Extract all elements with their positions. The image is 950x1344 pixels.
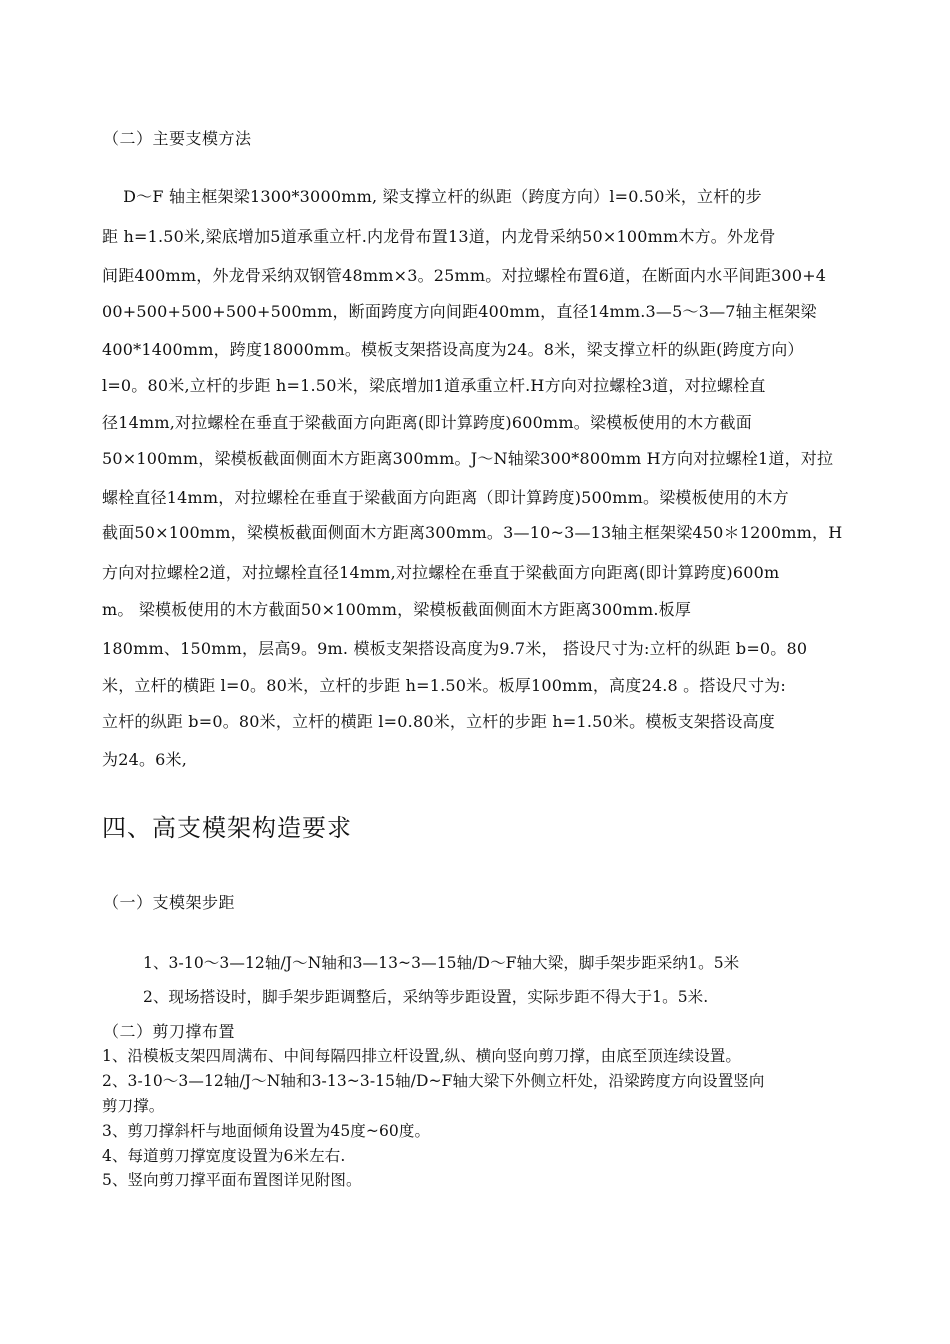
paragraph-line: l=0。80米,立杆的步距 h=1.50米，梁底增加1道承重立杆.H方向对拉螺栓3道，对拉螺栓直	[102, 376, 766, 395]
paragraph-line: 径14mm,对拉螺栓在垂直于梁截面方向距离(即计算跨度)600mm。梁模板使用的木方截面	[102, 413, 752, 432]
paragraph-line: m。 梁模板使用的木方截面50×100mm，梁模板截面侧面木方距离300mm.板厚	[102, 600, 692, 619]
list-item: 4、每道剪刀撑宽度设置为6米左右.	[102, 1147, 346, 1165]
paragraph-line: 50×100mm，梁模板截面侧面木方距离300mm。J～N轴梁300*800mm H方向对拉螺栓1道，对拉	[102, 449, 834, 468]
list-item: 1、沿模板支架四周满布、中间每隔四排立杆设置,纵、横向竖向剪刀撑，由底至顶连续设置。	[102, 1047, 741, 1065]
paragraph-line: 距 h=1.50米,梁底增加5道承重立杆.内龙骨布置13道，内龙骨采纳50×100mm木方。外龙骨	[102, 227, 776, 246]
subsection-heading-bracing: （二）剪刀撑布置	[103, 1022, 236, 1041]
section-heading-main-method: （二）主要支模方法	[103, 129, 252, 148]
paragraph-line: 螺栓直径14mm，对拉螺栓在垂直于梁截面方向距离（即计算跨度)500mm。梁模板使用的木方	[102, 488, 789, 507]
list-item: 2、现场搭设时，脚手架步距调整后，采纳等步距设置，实际步距不得大于1。5米.	[143, 988, 709, 1006]
list-item: 3、剪刀撑斜杆与地面倾角设置为45度~60度。	[102, 1122, 431, 1140]
list-item: 1、3-10～3—12轴/J～N轴和3—13~3—15轴/D～F轴大梁，脚手架步距采纳1。5米	[143, 954, 740, 972]
paragraph-line: 立杆的纵距 b=0。80米，立杆的横距 l=0.80米，立杆的步距 h=1.50米。模板支架搭设高度	[102, 712, 775, 731]
subsection-heading-step-distance: （一）支模架步距	[103, 893, 236, 912]
list-item: 5、竖向剪刀撑平面布置图详见附图。	[102, 1171, 362, 1189]
paragraph-line: 为24。6米,	[102, 750, 188, 769]
paragraph-line: 400*1400mm，跨度18000mm。模板支架搭设高度为24。8米，梁支撑立杆的纵距(跨度方向）	[102, 340, 804, 359]
paragraph-line: 180mm、150mm，层高9。9m. 模板支架搭设高度为9.7米， 搭设尺寸为:立杆的纵距 b=0。80	[102, 639, 808, 658]
paragraph-line: 方向对拉螺栓2道，对拉螺栓直径14mm,对拉螺栓在垂直于梁截面方向距离(即计算跨度)600m	[102, 563, 780, 582]
paragraph-line: D～F 轴主框架梁1300*3000mm, 梁支撑立杆的纵距（跨度方向）l=0.50米，立杆的步	[102, 187, 762, 206]
list-item: 剪刀撑。	[102, 1097, 165, 1115]
list-item: 2、3-10～3—12轴/J～N轴和3-13~3-15轴/D~F轴大梁下外侧立杆处，沿梁跨度方向设置竖向	[102, 1072, 765, 1090]
paragraph-line: 截面50×100mm，梁模板截面侧面木方距离300mm。3—10~3—13轴主框架梁450＊1200mm，H	[102, 523, 843, 542]
paragraph-line: 间距400mm，外龙骨采纳双钢管48mm×3。25mm。对拉螺栓布置6道，在断面内水平间距300+4	[102, 266, 827, 285]
paragraph-line: 米，立杆的横距 l=0。80米，立杆的步距 h=1.50米。板厚100mm，高度24.8 。搭设尺寸为:	[102, 676, 786, 695]
section-title-high-formwork: 四、高支模架构造要求	[102, 814, 352, 842]
paragraph-line: 00+500+500+500+500mm，断面跨度方向间距400mm，直径14mm.3—5～3—7轴主框架梁	[102, 302, 817, 321]
